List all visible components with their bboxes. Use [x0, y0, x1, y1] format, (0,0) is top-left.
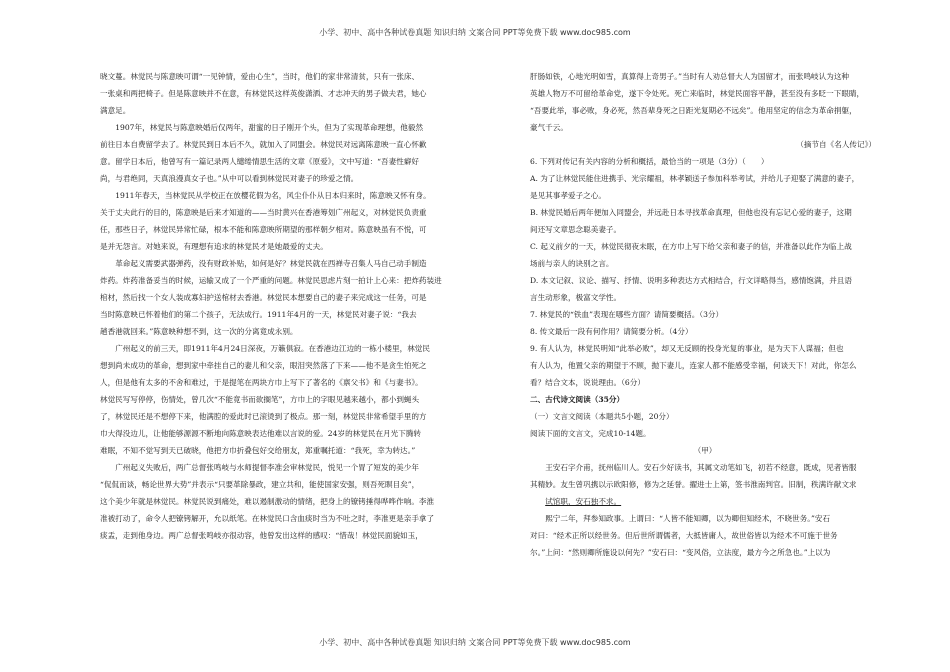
question-line: 7. 林觉民的“铁血”表现在哪些方面？请简要概括。（3分） — [530, 310, 724, 319]
text-line: 人，但是他有太多的不舍和难过，于是提笔在两块方巾上写下了著名的《禀父书》和《与妻书》。 — [100, 378, 423, 387]
text-line: 棺材，然后找一个女人装成寡妇护送棺材去香港。林觉民本想要自己的妻子来完成这一任务，可是 — [100, 293, 427, 302]
text-line: 了，林觉民还是不想停下来，他满腔的爱此时已滚烫到了极点。那一刻，林觉民非常希望手里的方 — [100, 412, 427, 421]
text-line: 尚，与君绝同，天真浪漫真女子也。”从中可以看到林觉民对妻子的珍爱之情。 — [100, 174, 359, 183]
text-line: 前往日本自费留学去了。林觉民到日本后不久，就加入了同盟会。林觉民对远离陈意映一直心怀歉 — [100, 140, 427, 149]
text-line: 当时陈意映已怀着他们的第二个孩子，无法成行。1911年4月的一天，林觉民对妻子说：“我去 — [100, 310, 417, 319]
passage-line: 王安石字介甫，抚州临川人。安石少好读书，其属文动笔如飞，初若不经意，既成，见者皆服 — [545, 463, 857, 472]
page-footer: 小学、初中、高中各种试卷真题 知识归纳 文案合同 PPT等免费下载 www.doc985.com — [319, 638, 631, 647]
page-header: 小学、初中、高中各种试卷真题 知识归纳 文案合同 PPT等免费下载 www.doc985.com — [319, 28, 631, 37]
text-line: 一张桌和两把椅子。但是陈意映并不在意，有林觉民这样英俊潇洒、才志冲天的男子做夫君，她心 — [100, 89, 427, 98]
question-line: 8. 传文最后一段有何作用？请简要分析。（4分） — [530, 327, 693, 336]
text-line: 林觉民写写停停，伤情处，曾几次“不能竟书而欲搁笔”，方巾上的字眼见越来越小，都小到蝇头 — [100, 395, 420, 404]
question-line: 是见其事孝爱子之心。 — [530, 191, 606, 200]
text-line: 广州起义失败后，两广总督张鸣岐与水师提督李准会审林觉民，悦见一个胃了短发的美少年 — [115, 463, 419, 472]
passage-line: 试馆职，安石独不求。 — [545, 497, 622, 506]
section-title: 二、古代诗文阅读（35分） — [530, 395, 625, 404]
text-line: 1907年，林觉民与陈意映婚后仅两年，甜蜜的日子刚开个头，但为了实现革命理想，他毅然 — [115, 123, 424, 132]
passage-label: （甲） — [693, 446, 717, 455]
text-line: 准被打动了，命令人把镣铐解开，允以纸笔。在林觉民口含血痰时当为不吐之时，李准更是亲手拿了 — [100, 514, 435, 523]
text-line: 炸药。炸药准备妥当的时候，运输又成了一个严重的问题。林觉民思虑片刻一拍计上心来：把炸药装进 — [100, 276, 442, 285]
sub-section-title: （一）文言文阅读（本题共5小题，20分） — [530, 412, 674, 421]
question-line: D. 本文记叙、议论、描写、抒情、说明多种表达方式相结合，行文详略得当，感情饱满，并且语 — [530, 276, 852, 285]
text-line: 英雄人物万不可留给革命党，遂下令处死。死亡来临时，林觉民面容平静，甚至没有多眨一下眼睛， — [530, 89, 865, 98]
source-citation: （摘节自《名人传记》） — [796, 140, 876, 149]
text-line: 趟香港就回来。”陈意映种想不到，这一次的分离竟成永别。 — [100, 327, 298, 336]
question-line: 6. 下列对传记有关内容的分析和概括，最恰当的一项是（3分）（ ） — [530, 157, 769, 166]
passage-line: 其精妙。友生曾巩携以示欧阳修，修为之延誉。擢进士上第，签书淮南判官。旧制，秩满许献文求 — [530, 480, 857, 489]
text-line: 革命起义需要武器弹药，没有财政补贴，如何是好？林觉民就在西禅寺召集人马自己动手制造 — [115, 259, 427, 268]
text-line: 满意足。 — [100, 106, 131, 115]
text-line: 想到尚未成功的革命，想到家中牵挂自己的妻儿和父亲，眼泪突然落了下来——他不是贪生怕死之 — [100, 361, 427, 370]
text-line: 意。留学日本后，他曾写有一篇记录两人缱绻情思生活的文章《原爱》，文中写道：“吾妻性癖好 — [100, 157, 420, 166]
left-column — [100, 68, 452, 544]
text-line: 巾大得没边儿，让他能够源源不断地向陈意映表达他难以言说的爱。24岁的林觉民在月光下腾转 — [100, 429, 422, 438]
text-line: “侃侃而谈，畅论世界大势”并表示“只要革除暴政，建立共和，能使国家安强，则吾死瞑目矣”， — [100, 480, 420, 489]
question-line: B. 林觉民婚后两年便加入同盟会，并远赴日本寻找革命真理，但他也没有忘记心爱的妻子，这期 — [530, 208, 852, 217]
text-line: 任，那些日子，林觉民异常忙碌，根本不能和陈意映所期望的那样朝夕相对。陈意映虽有不悦，可 — [100, 225, 427, 234]
question-line: 场前与亲人的诀别之言。 — [530, 259, 614, 268]
text-line: 痰盂，走到他身边。两广总督张鸣岐亦很动容，他曾发出这样的感叹：“惜哉！林觉民面貌如玉， — [100, 531, 423, 540]
text-line: 是并无怨言。对她来说，有理想有追求的林觉民才是她最爱的丈夫。 — [100, 242, 328, 251]
text-line: 这个美少年就是林觉民。林觉民说到痛处，难以遏制激动的情绪，把身上的镣铐捶得哗哗作响。李淮 — [100, 497, 435, 506]
question-line: A. 为了让林觉民能住进携手、光宗耀祖，林孝颖送子参加科举考试，并给儿子迎娶了满意的妻子， — [530, 174, 860, 183]
passage-line: 熙宁二年，拜参知政事。上谓曰：“人皆不能知卿，以为卿但知经术，不晓世务。”安石 — [545, 514, 831, 523]
question-line: C. 起义前夕的一天，林觉民彻夜未眠，在方巾上写下给父亲和妻子的信，并准备以此作为临上战 — [530, 242, 852, 251]
right-column — [530, 68, 880, 561]
text-line: 关于丈夫此行的目的，陈意映是后来才知道的——当时黄兴在香港筹划广州起义，对林觉民负责重 — [100, 208, 427, 217]
text-line: 1911年春天，当林觉民从学校正在放樱花假为名，风尘仆仆从日本归来时，陈意映又怀有身。 — [115, 191, 431, 200]
text-line: “吾要此举，事必败，身必死，然吾辈身死之日距光复期必不远矣”。他用坚定的信念为革命捐躯， — [530, 106, 857, 115]
text-line: 广州起义的前三天，即1911年4月24日深夜，万籁俱寂。在香港边江边的一栋小楼里，林觉民 — [115, 344, 430, 353]
question-line: 看？结合文本，说说理由。（6分） — [530, 378, 645, 387]
instruction: 阅读下面的文言文，完成10-14题。 — [530, 429, 651, 438]
question-line: 间还写文章思念聪美妻子。 — [530, 225, 622, 234]
text-line: 豪气千云。 — [530, 123, 568, 132]
question-line: 9. 有人认为，林觉民明知“此举必败”，却又无反顾的投身光复的事业，是为天下人谋福；但也 — [530, 344, 844, 353]
question-line: 有人认为，他置父亲的期望于不顾，抛下妻儿，连家人都不能感受幸福，何谈天下！对此，你怎么 — [530, 361, 857, 370]
passage-line: 对曰：“经术正所以经世务。但后世所谓儒者，大抵皆庸人，故世俗皆以为经术不可施于世务 — [530, 531, 838, 540]
text-line: 肝肠如铁，心地光明如雪，真算得上奇男子。”当时有人劝总督大人为国留才，而张鸣岐认为这种 — [530, 72, 850, 81]
passage-line: 尔。”上问：“然则卿所施设以何先？”安石曰：“变风俗，立法度，最方今之所急也。”上以为 — [530, 548, 831, 557]
text-line: 晓文蔓。林觉民与陈意映可谓“一见钟情，爱由心生”，当时，他们的家非常清贫，只有一张床、 — [100, 72, 420, 81]
question-line: 言生动形象，极富文学性。 — [530, 293, 622, 302]
text-line: 难眠，不知不觉写到天已破晓，他把方巾折叠包好交给朋友，郑重嘱托道：“我死，幸为转达。” — [100, 446, 416, 455]
